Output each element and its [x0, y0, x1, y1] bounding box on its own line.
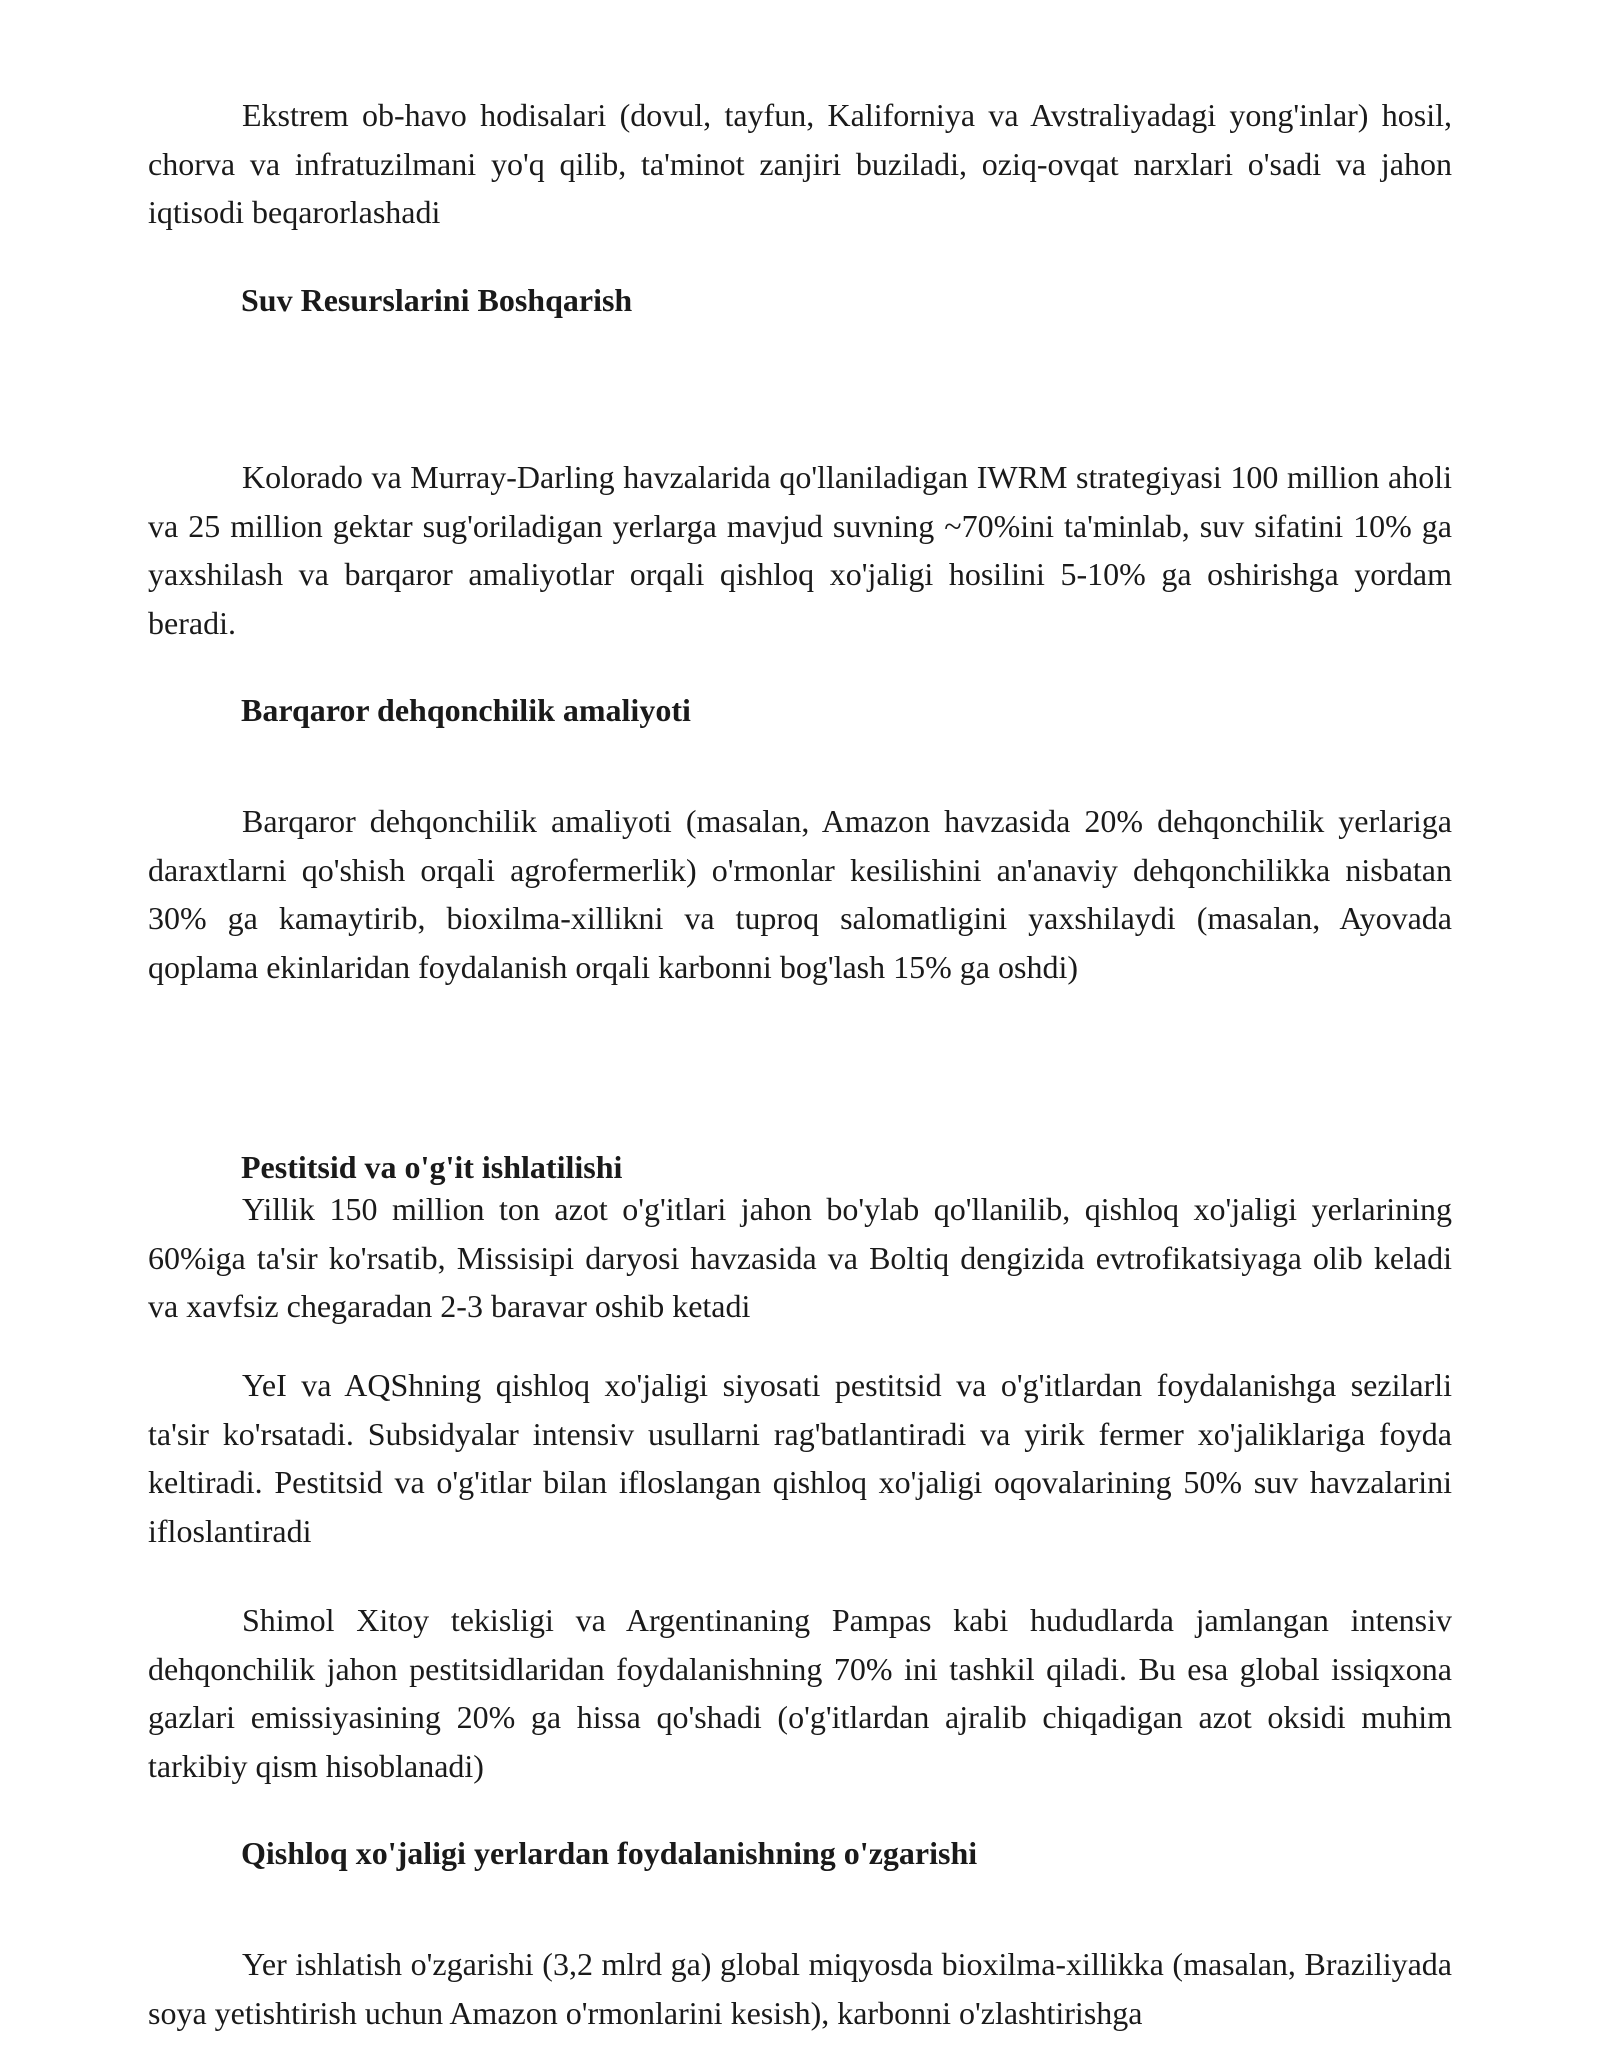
paragraph-agroforestry: Barqaror dehqonchilik amaliyoti (masalan, Amazon havzasida 20% dehqonchilik yerlariga daraxtlarni qo'shish orqali agrofermerlik) o'rmonlar kesilishini an'anaviy dehqonchilikka nisbatan 30% ga kamaytirib, bioxilma-xillikni va tuproq salomatligini yaxshilaydi (masalan, Ayovada qoplama ekinlaridan foydalanish orqali karbonni bog'lash 15% ga oshdi) — [148, 803, 1452, 985]
paragraph-nitrogen-fertilizers: Yillik 150 million ton azot o'g'itlari jahon bo'ylab qo'llanilib, qishloq xo'jaligi yerlarining 60%iga ta'sir ko'rsatib, Missisipi daryosi havzasida va Boltiq dengizida evtrofikatsiyaga olib keladi va xavfsiz chegaradan 2-3 baravar oshib ketadi — [148, 1191, 1452, 1324]
heading-sustainable-farming: Barqaror dehqonchilik amaliyoti — [241, 692, 691, 728]
heading-water-resources: Suv Resurslarini Boshqarish — [241, 282, 633, 318]
paragraph-iwrm: Kolorado va Murray-Darling havzalarida qo'llaniladigan IWRM strategiyasi 100 million aholi va 25 million gektar sug'oriladigan yerlarga mavjud suvning ~70%ini ta'minlab, suv sifatini 10% ga yaxshilash va barqaror amaliyotlar orqali qishloq xo'jaligi hosilini 5-10% ga oshirishga yordam beradi. — [148, 459, 1452, 641]
heading-pesticides-fertilizers: Pestitsid va o'g'it ishlatilishi — [241, 1149, 623, 1185]
paragraph-land-use: Yer ishlatish o'zgarishi (3,2 mlrd ga) global miqyosda bioxilma-xillikka (masalan, Braziliyada soya yetishtirish uchun Amazon o'rmonlarini kesish), karbonni o'zlashtirishga — [148, 1946, 1452, 2031]
paragraph-intensive-farming: Shimol Xitoy tekisligi va Argentinaning Pampas kabi hududlarda jamlangan intensiv dehqonchilik jahon pestitsidlaridan foydalanishning 70% ini tashkil qiladi. Bu esa global issiqxona gazlari emissiyasining 20% ga hissa qo'shadi (o'g'itlardan ajralib chiqadigan azot oksidi muhim tarkibiy qism hisoblanadi) — [148, 1602, 1452, 1784]
paragraph-extreme-weather: Ekstrem ob-havo hodisalari (dovul, tayfun, Kaliforniya va Avstraliyadagi yong'inlar) hosil, chorva va infratuzilmani yo'q qilib, ta'minot zanjiri buziladi, oziq-ovqat narxlari o'sadi va jahon iqtisodi beqarorlashadi — [148, 97, 1452, 230]
paragraph-eu-us-policy: YeI va AQShning qishloq xo'jaligi siyosati pestitsid va o'g'itlardan foydalanishga sezilarli ta'sir ko'rsatadi. Subsidyalar intensiv usullarni rag'batlantiradi va yirik fermer xo'jaliklariga foyda keltiradi. Pestitsid va o'g'itlar bilan ifloslangan qishloq xo'jaligi oqovalarining 50% suv havzalarini ifloslantiradi — [148, 1367, 1452, 1549]
heading-land-use-change: Qishloq xo'jaligi yerlardan foydalanishning o'zgarishi — [241, 1835, 978, 1871]
